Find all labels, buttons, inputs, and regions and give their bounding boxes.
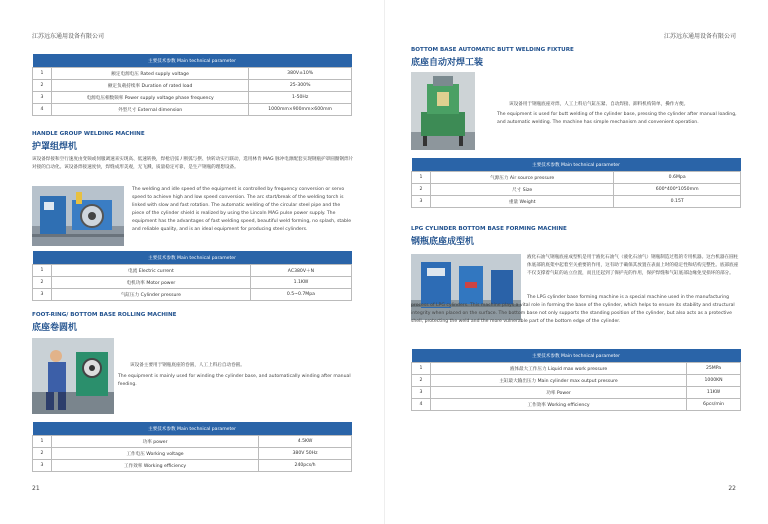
value-cell: 600*400*1050mm	[614, 184, 741, 196]
param-cell: 电源电压相数频率 Power supply voltage phase frequency	[52, 92, 249, 104]
spec-table-1	[32, 54, 352, 116]
value-cell: 25MPa	[687, 363, 741, 375]
param-cell: 额定负载持续率 Duration of rated load	[52, 80, 249, 92]
param-cell: 尺寸 Size	[431, 184, 614, 196]
section-title-cn: 底座自动对焊工装	[411, 58, 484, 68]
param-cell: 主缸最大输出压力 Main cylinder max output pressure	[431, 375, 687, 387]
param-cell: 外型尺寸 External dimension	[52, 104, 249, 116]
description-cn: 该设备用于钢瓶底座对焊，人工上料后气缸压紧、自动焊接、卸料机构简单，操作方便。	[509, 102, 689, 107]
company-name: 江苏远东通用设备有限公司	[32, 33, 105, 40]
row-number: 3	[33, 289, 52, 301]
row-number: 2	[412, 375, 431, 387]
description-en: The equipment is used for butt welding of the cylinder base, pressing the cylinder after manual loading, and automatic welding. The machine has simple mechanism and convenient operation.	[497, 112, 737, 125]
param-cell: 气缸压力 Cylinder pressure	[52, 289, 251, 301]
spec-table-2	[32, 251, 352, 301]
row-number: 1	[33, 68, 52, 80]
table-header: 主要技术参数 Main technical parameter	[412, 158, 741, 172]
row-number: 3	[412, 387, 431, 399]
right-page	[384, 0, 768, 524]
table-row	[412, 375, 741, 387]
description-en: The welding and idle speed of the equipment is controlled by frequency conversion or servo speed to achieve high and low speed conversion. The arc start/break of the welding torch is linked with slow and fast rotation. The automatic welding of the circular steel pipe and the piece of the cylinder shield is realized by using the Lincoln MAG pulse power supply. The equipment has the advantages of fast welding speed, beautiful weld forming, no splash, stable and reliable quality, and is an ideal equipment for producing steel cylinders.	[132, 187, 352, 232]
value-cell: 380V 50Hz	[259, 448, 352, 460]
section-title-cn: 底座卷圆机	[32, 323, 78, 333]
section-title-en: LPG CYLINDER BOTTOM BASE FORMING MACHINE	[411, 226, 567, 232]
value-cell: 240pcs/h	[259, 460, 352, 472]
param-cell: 功率 power	[52, 436, 259, 448]
value-cell: 1000KN	[687, 375, 741, 387]
description-cn: 液化石油气钢瓶底座成型机是用于液化石油气（液化石油气）钢瓶制造过程的专用机器。这台机器在圆柱体底部的底架中起着至关重要的作用，这有助于确保其放置在表面上时的稳定性和结构完整性。底部底座不仅支撑着气缸的站立位置，而且还起到了保护壳的作用，保护焊缝和气缸底部边缘免受损坏的部分。	[527, 255, 739, 276]
value-cell: 0.15T	[614, 196, 741, 208]
param-cell: 电机功率 Motor power	[52, 277, 251, 289]
value-cell: 0.6Mpa	[614, 172, 741, 184]
value-cell: 1.1KW	[250, 277, 351, 289]
param-cell: 额定电源电压 Rated supply voltage	[52, 68, 249, 80]
value-cell: 380V±10%	[249, 68, 352, 80]
value-cell: 1000mm×900mm×600mm	[249, 104, 352, 116]
table-header: 主要技术参数 Main technical parameter	[33, 422, 352, 436]
row-number: 4	[33, 104, 52, 116]
param-cell: 气源压力 Air source pressure	[431, 172, 614, 184]
spec-table-3	[32, 422, 352, 472]
table-row	[33, 265, 352, 277]
table-header: 主要技术参数 Main technical parameter	[412, 349, 741, 363]
description-en: The LPG cylinder base forming machine is a special machine used in the manufacturing process of LPG cylinders. This machine plays a vital role in forming the base of the cylinder, which helps to ensure its stability and structural integrity when placed on the surface. The bottom base not only supports the standing position of the cylinder, but also acts as a protective shell, protecting the weld and the more vulnerable part of the bottom edge of the cylinder.	[411, 295, 735, 324]
param-cell: 工作电压 Working voltage	[52, 448, 259, 460]
row-number: 2	[33, 80, 52, 92]
param-cell: 功率 Power	[431, 387, 687, 399]
row-number: 2	[412, 184, 431, 196]
param-cell: 电流 Electric current	[52, 265, 251, 277]
row-number: 3	[33, 92, 52, 104]
table-row	[33, 460, 352, 472]
row-number: 2	[33, 448, 52, 460]
table-row	[33, 68, 352, 80]
table-row	[33, 277, 352, 289]
table-row	[33, 104, 352, 116]
spec-table-4	[411, 158, 741, 208]
row-number: 1	[33, 265, 52, 277]
param-cell: 工作效率 Working efficiency	[52, 460, 259, 472]
value-cell: 6pcs/min	[687, 399, 741, 411]
table-row	[412, 387, 741, 399]
table-row	[412, 172, 741, 184]
value-cell: 11KW	[687, 387, 741, 399]
table-row	[412, 399, 741, 411]
section-title-en: HANDLE GROUP WELDING MACHINE	[32, 131, 145, 137]
row-number: 1	[412, 363, 431, 375]
table-header: 主要技术参数 Main technical parameter	[33, 251, 352, 265]
description-cn: 该设备主要用于钢瓶底座的卷圆，人工上料后自动卷圆。	[130, 363, 245, 368]
param-cell: 液体最大工作压力 Liquid max work pressure	[431, 363, 687, 375]
table-row	[33, 436, 352, 448]
param-cell: 工作效率 Working efficiency	[431, 399, 687, 411]
row-number: 4	[412, 399, 431, 411]
table-row	[33, 289, 352, 301]
page-number: 21	[32, 485, 40, 492]
machine-photo-butt-welding	[411, 72, 475, 150]
machine-photo-handle-welding	[32, 186, 124, 246]
row-number: 2	[33, 277, 52, 289]
table-row	[412, 184, 741, 196]
row-number: 1	[412, 172, 431, 184]
section-title-cn: 护罩组焊机	[32, 142, 78, 152]
section-title-cn: 钢瓶底座成型机	[411, 237, 475, 247]
section-title-en: FOOT-RING/ BOTTOM BASE ROLLING MACHINE	[32, 312, 177, 318]
table-row	[412, 196, 741, 208]
description-en: The equipment is mainly used for winding the cylinder base, and automatically winding after manual feeding.	[118, 374, 351, 387]
table-header: 主要技术参数 Main technical parameter	[33, 54, 352, 68]
row-number: 3	[412, 196, 431, 208]
value-cell: 25-300%	[249, 80, 352, 92]
row-number: 3	[33, 460, 52, 472]
machine-photo-rolling	[32, 338, 114, 414]
spec-table-5	[411, 349, 741, 411]
page-number: 22	[728, 485, 736, 492]
value-cell: 0.5~0.7Mpa	[250, 289, 351, 301]
value-cell: 1-50Hz	[249, 92, 352, 104]
description-cn: 该设备焊接和空行速度由变频或伺服调速来实现高、低速转换，焊枪启弧 / 断弧与摆、快转动实行联动，选用林肯 MAG 脉冲电源配套实现钢瓶护罩圆圈钢焊片对接的自动化。该设备焊接速度快，焊缝成形美观，无飞溅，质量稳定可靠，是生产钢瓶的理想设备。	[32, 157, 354, 170]
table-row	[33, 448, 352, 460]
company-name: 江苏远东通用设备有限公司	[663, 33, 736, 40]
table-row	[33, 92, 352, 104]
row-number: 1	[33, 436, 52, 448]
table-row	[33, 80, 352, 92]
value-cell: 4.5KW	[259, 436, 352, 448]
section-title-en: BOTTOM BASE AUTOMATIC BUTT WELDING FIXTURE	[411, 47, 574, 53]
value-cell: AC380V＋N	[250, 265, 351, 277]
param-cell: 重量 Weight	[431, 196, 614, 208]
table-row	[412, 363, 741, 375]
